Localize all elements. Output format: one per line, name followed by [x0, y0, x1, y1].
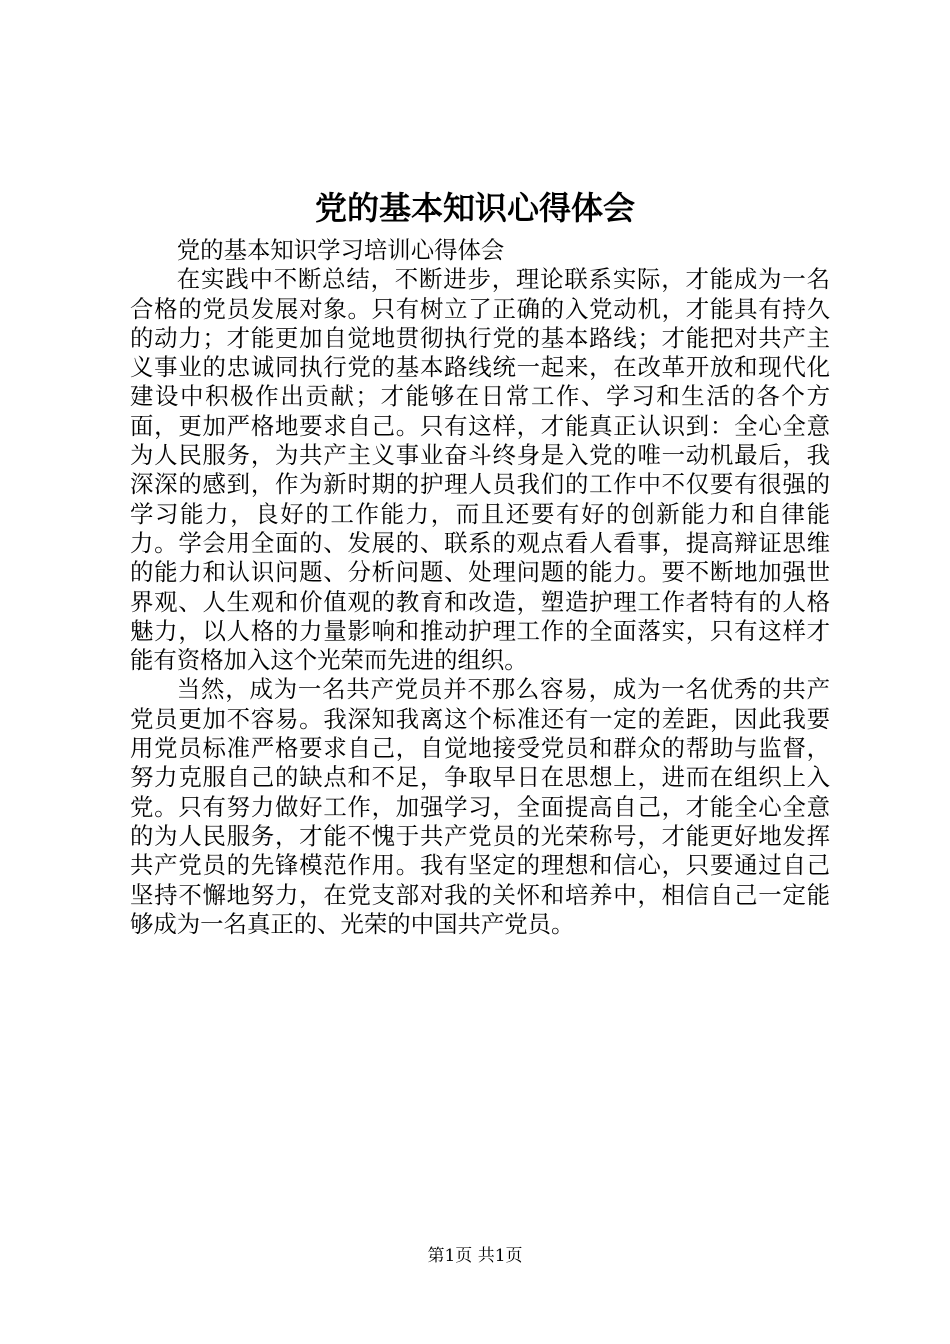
body-paragraph-1: 在实践中不断总结，不断进步，理论联系实际，才能成为一名合格的党员发展对象。只有树立了正确的入党动机，才能具有持久的动力；才能更加自觉地贯彻执行党的基本路线；才能把对共产主义事业的忠诚同执行党的基本路线统一起来，在改革开放和现代化建设中积极作出贡献；才能够在日常工作、学习和生活的各个方面，更加严格地要求自己。只有这样，才能真正认识到：全心全意为人民服务，为共产主义事业奋斗终身是入党的唯一动机最后，我深深的感到，作为新时期的护理人员我们的工作中不仅要有很强的学习能力，良好的工作能力，而且还要有好的创新能力和自律能力。学会用全面的、发展的、联系的观点看人看事，提高辩证思维的能力和认识问题、分析问题、处理问题的能力。要不断地加强世界观、人生观和价值观的教育和改造，塑造护理工作者特有的人格魅力，以人格的力量影响和推动护理工作的全面落实，只有这样才能有资格加入这个光荣而先进的组织。	[130, 265, 830, 675]
document-body	[130, 236, 830, 939]
body-paragraph-2: 当然，成为一名共产党员并不那么容易，成为一名优秀的共产党员更加不容易。我深知我离这个标准还有一定的差距，因此我要用党员标准严格要求自己，自觉地接受党员和群众的帮助与监督，努力克服自己的缺点和不足，争取早日在思想上，进而在组织上入党。只有努力做好工作，加强学习，全面提高自己，才能全心全意的为人民服务，才能不愧于共产党员的光荣称号，才能更好地发挥共产党员的先锋模范作用。我有坚定的理想和信心，只要通过自己坚持不懈地努力，在党支部对我的关怀和培养中，相信自己一定能够成为一名真正的、光荣的中国共产党员。	[130, 675, 830, 938]
document-subtitle: 党的基本知识学习培训心得体会	[176, 236, 505, 264]
document-title: 党的基本知识心得体会	[314, 189, 635, 227]
page-number-footer: 第1页 共1页	[427, 1246, 523, 1266]
